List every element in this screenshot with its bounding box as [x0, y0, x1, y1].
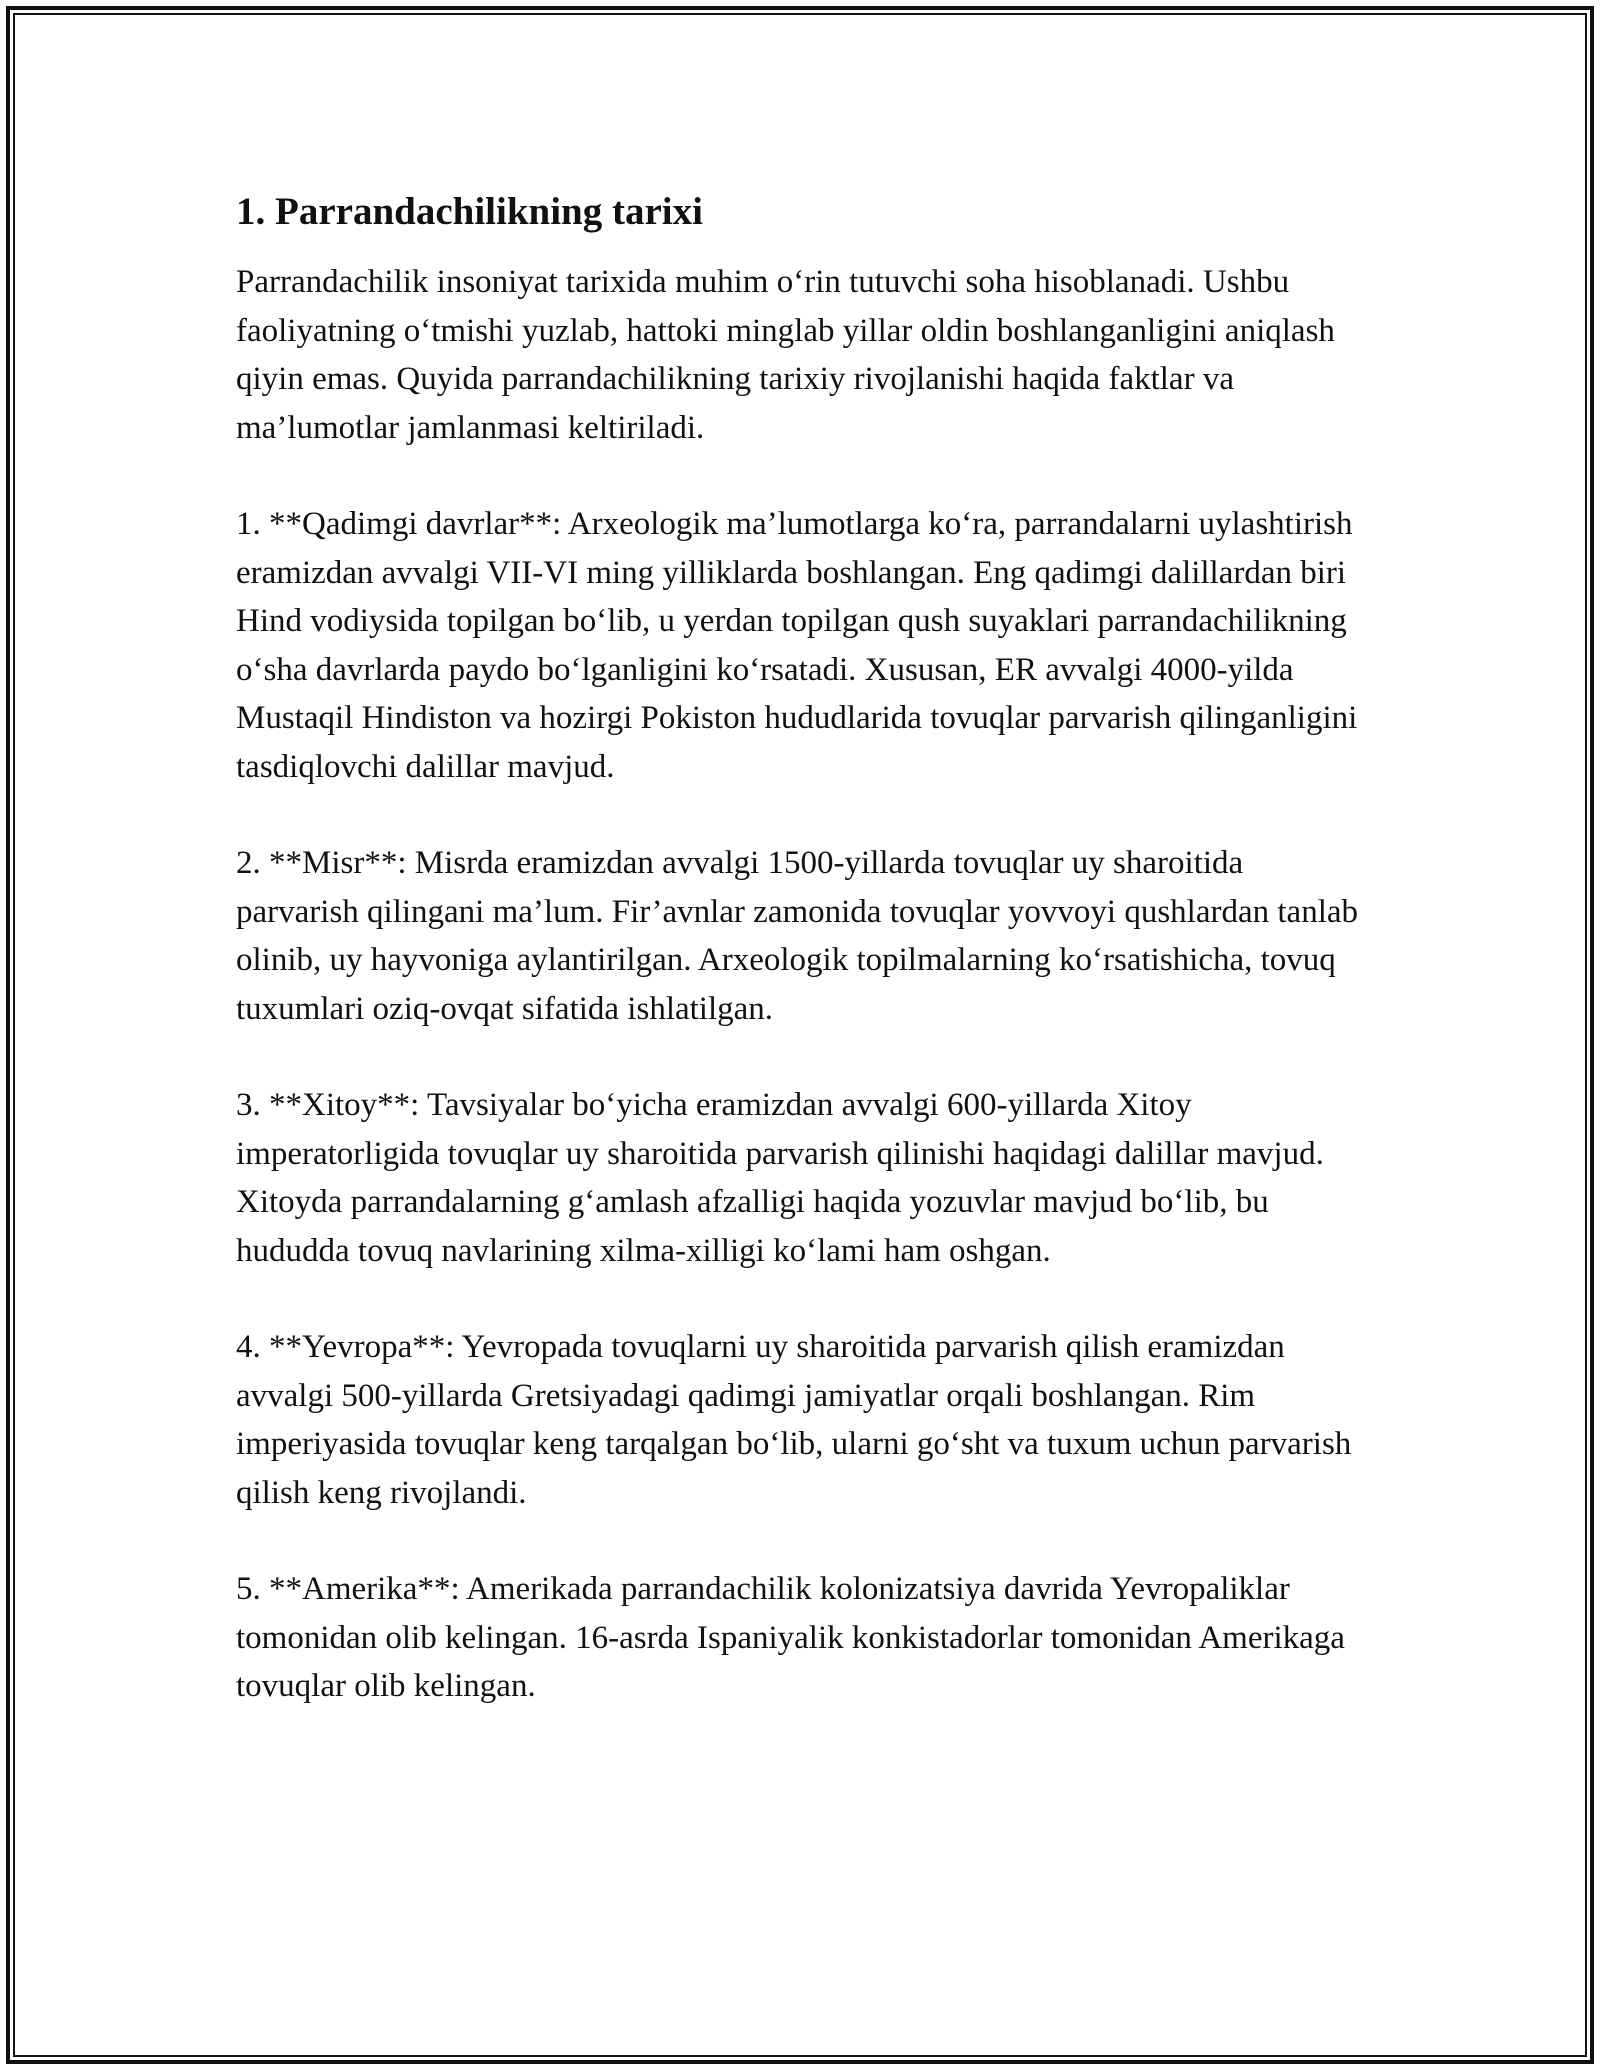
paragraph-china: 3. **Xitoy**: Tavsiyalar bo‘yicha eramizdan avvalgi 600-yillarda Xitoy imperatorligida tovuqlar uy sharoitida parvarish qilinishi haqidagi dalillar mavjud. Xitoyda parrandalarning g‘amlash afzalligi haqida yozuvlar mavjud bo‘lib, bu hududda tovuq navlarining xilma-xilligi ko‘lami ham oshgan. [236, 1087, 1324, 1269]
intro-paragraph: Parrandachilik insoniyat tarixida muhim o‘rin tutuvchi soha hisoblanadi. Ushbu faoliyatning o‘tmishi yuzlab, hattoki minglab yillar oldin boshlanganligini aniqlash qiyin emas. Quyida parrandachilikning tarixiy rivojlanishi haqida faktlar va ma’lumotlar jamlanmasi keltiriladi. [236, 264, 1335, 446]
paragraph-europe: 4. **Yevropa**: Yevropada tovuqlarni uy sharoitida parvarish qilish eramizdan avvalgi 500-yillarda Gretsiyadagi qadimgi jamiyatlar orqali boshlangan. Rim imperiyasida tovuqlar keng tarqalgan bo‘lib, ularni go‘sht va tuxum uchun parvarish qilish keng rivojlandi. [236, 1329, 1352, 1511]
paragraph-egypt: 2. **Misr**: Misrda eramizdan avvalgi 1500-yillarda tovuqlar uy sharoitida parvarish qilingani ma’lum. Fir’avnlar zamonida tovuqlar yovvoyi qushlardan tanlab olinib, uy hayvoniga aylantirilgan. Arxeologik topilmalarning ko‘rsatishicha, tovuq tuxumlari oziq-ovqat sifatida ishlatilgan. [236, 845, 1359, 1027]
document-content [236, 186, 1366, 1759]
paragraph-ancient-times: 1. **Qadimgi davrlar**: Arxeologik ma’lumotlarga ko‘ra, parrandalarni uylashtirish eramizdan avvalgi VII-VI ming yilliklarda boshlangan. Eng qadimgi dalillardan biri Hind vodiysida topilgan bo‘lib, u yerdan topilgan qush suyaklari parrandachilikning o‘sha davrlarda paydo bo‘lganligini ko‘rsatadi. Xususan, ER avvalgi 4000-yilda Mustaqil Hindiston va hozirgi Pokiston hududlarida tovuqlar parvarish qilinganligini tasdiqlovchi dalillar mavjud. [236, 506, 1358, 785]
paragraph-america: 5. **Amerika**: Amerikada parrandachilik kolonizatsiya davrida Yevropaliklar tomonidan olib kelingan. 16-asrda Ispaniyalik konkistadorlar tomonidan Amerikaga tovuqlar olib kelingan. [236, 1571, 1345, 1704]
section-heading: 1. Parrandachilikning tarixi [236, 190, 703, 233]
